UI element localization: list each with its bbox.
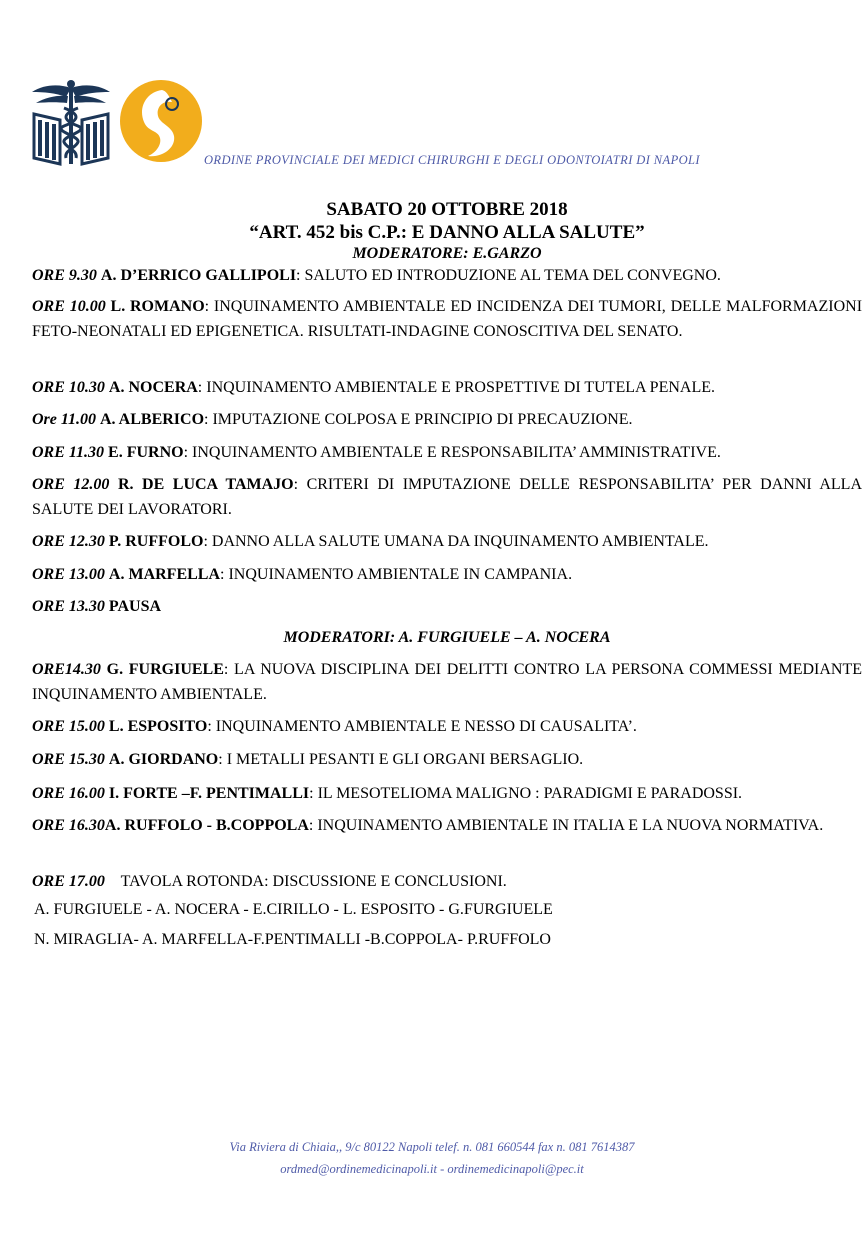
program-time: ORE 16.30 xyxy=(32,817,105,834)
program-item xyxy=(32,658,862,707)
program-item xyxy=(32,748,862,773)
program-topic: : DANNO ALLA SALUTE UMANA DA INQUINAMENTO AMBIENTALE. xyxy=(203,533,709,550)
program-time: ORE 17.00 xyxy=(32,873,105,890)
program-topic: : INQUINAMENTO AMBIENTALE E RESPONSABILITA’ AMMINISTRATIVE. xyxy=(183,444,721,461)
program-item xyxy=(32,441,862,466)
program-speaker: R. DE LUCA TAMAJO xyxy=(117,476,294,493)
program-speaker: A. MARFELLA xyxy=(108,566,221,583)
program-speaker: A. NOCERA xyxy=(108,379,198,396)
program-time: ORE 10.30 xyxy=(32,379,105,396)
program-speaker: G. FURGIUELE xyxy=(106,661,224,678)
program-speaker: L. ESPOSITO xyxy=(108,718,208,735)
program-speaker: L. ROMANO xyxy=(110,298,205,315)
program-time: ORE 15.30 xyxy=(32,751,105,768)
program-topic: : INQUINAMENTO AMBIENTALE E NESSO DI CAUSALITA’. xyxy=(207,718,637,735)
program-item xyxy=(32,782,862,807)
program-item xyxy=(32,595,862,620)
program-item xyxy=(32,473,862,522)
event-title: “ART. 452 bis C.P.: E DANNO ALLA SALUTE” xyxy=(249,222,645,243)
program-topic: : IMPUTAZIONE COLPOSA E PRINCIPIO DI PRECAUZIONE. xyxy=(204,411,633,428)
program-speaker: A. GIORDANO xyxy=(108,751,219,768)
program-item xyxy=(32,408,862,433)
program-speaker: P. RUFFOLO xyxy=(108,533,204,550)
program-time: ORE 15.00 xyxy=(32,718,105,735)
program-time: ORE 13.00 xyxy=(32,566,105,583)
program-time: ORE 13.30 xyxy=(32,598,105,615)
program-item xyxy=(32,264,862,289)
program-topic: : SALUTO ED INTRODUZIONE AL TEMA DEL CONVEGNO. xyxy=(296,267,721,284)
program-speaker: PAUSA xyxy=(108,598,162,615)
footer-address: Via Riviera di Chiaia,, 9/c 80122 Napoli telef. n. 081 660544 fax n. 081 7614387 xyxy=(229,1140,635,1154)
program-time: ORE 12.00 xyxy=(32,476,110,493)
program-time: ORE14.30 xyxy=(32,661,101,678)
program-speaker: A. D’ERRICO GALLIPOLI xyxy=(100,267,297,284)
footer-email: ordmed@ordinemedicinapoli.it - ordinemedicinapoli@pec.it xyxy=(280,1162,584,1176)
program-time: Ore 11.00 xyxy=(32,411,96,428)
program-speaker: A. RUFFOLO - B.COPPOLA xyxy=(104,817,309,834)
program-speaker: A. ALBERICO xyxy=(100,411,205,428)
panelists-line: A. FURGIUELE - A. NOCERA - E.CIRILLO - L. ESPOSITO - G.FURGIUELE xyxy=(34,901,553,918)
moderators-heading: MODERATORI: A. FURGIUELE – A. NOCERA xyxy=(283,629,611,646)
program-time: ORE 10.00 xyxy=(32,298,106,315)
gold-circle-emblem-icon xyxy=(118,78,204,164)
program-topic: : I METALLI PESANTI E GLI ORGANI BERSAGLIO. xyxy=(218,751,584,768)
program-time: ORE 16.00 xyxy=(32,785,105,802)
program-topic: : INQUINAMENTO AMBIENTALE ED INCIDENZA DEI TUMORI, DELLE MALFORMAZIONI FETO-NEONATALI ED EPIGENETICA. RISULTATI-INDAGINE CONOSCITIVA DEL SENATO. xyxy=(32,298,863,340)
panelists-line: N. MIRAGLIA- A. MARFELLA-F.PENTIMALLI -B.COPPOLA- P.RUFFOLO xyxy=(34,931,551,948)
program-item xyxy=(32,563,862,588)
program-topic: : LA NUOVA DISCIPLINA DEI DELITTI CONTRO LA PERSONA COMMESSI MEDIANTE INQUINAMENTO AMBIENTALE. xyxy=(32,661,863,703)
org-name: ORDINE PROVINCIALE DEI MEDICI CHIRURGHI E DEGLI ODONTOIATRI DI NAPOLI xyxy=(204,153,700,167)
program-item xyxy=(32,715,862,740)
program-item xyxy=(32,376,862,401)
program-topic: : INQUINAMENTO AMBIENTALE IN CAMPANIA. xyxy=(220,566,573,583)
program-time: ORE 11.30 xyxy=(32,444,105,461)
program-topic: : IL MESOTELIOMA MALIGNO : PARADIGMI E PARADOSSI. xyxy=(309,785,743,802)
program-time: ORE 12.30 xyxy=(32,533,105,550)
caduceus-book-icon xyxy=(30,78,112,166)
program-item xyxy=(32,295,862,344)
program-topic: : INQUINAMENTO AMBIENTALE IN ITALIA E LA NUOVA NORMATIVA. xyxy=(308,817,824,834)
moderator-heading: MODERATORE: E.GARZO xyxy=(352,245,542,262)
program-topic: : INQUINAMENTO AMBIENTALE E PROSPETTIVE DI TUTELA PENALE. xyxy=(197,379,715,396)
program-topic: TAVOLA ROTONDA: DISCUSSIONE E CONCLUSIONI. xyxy=(104,873,507,890)
program-speaker: I. FORTE –F. PENTIMALLI xyxy=(108,785,310,802)
program-time: ORE 9.30 xyxy=(32,267,97,284)
program-item xyxy=(32,870,862,895)
program-topic: : CRITERI DI IMPUTAZIONE DELLE RESPONSABILITA’ PER DANNI ALLA SALUTE DEI LAVORATORI. xyxy=(32,476,863,518)
event-date: SABATO 20 OTTOBRE 2018 xyxy=(326,199,568,220)
program-item xyxy=(32,530,862,555)
program-item xyxy=(32,814,862,839)
program-speaker: E. FURNO xyxy=(108,444,184,461)
